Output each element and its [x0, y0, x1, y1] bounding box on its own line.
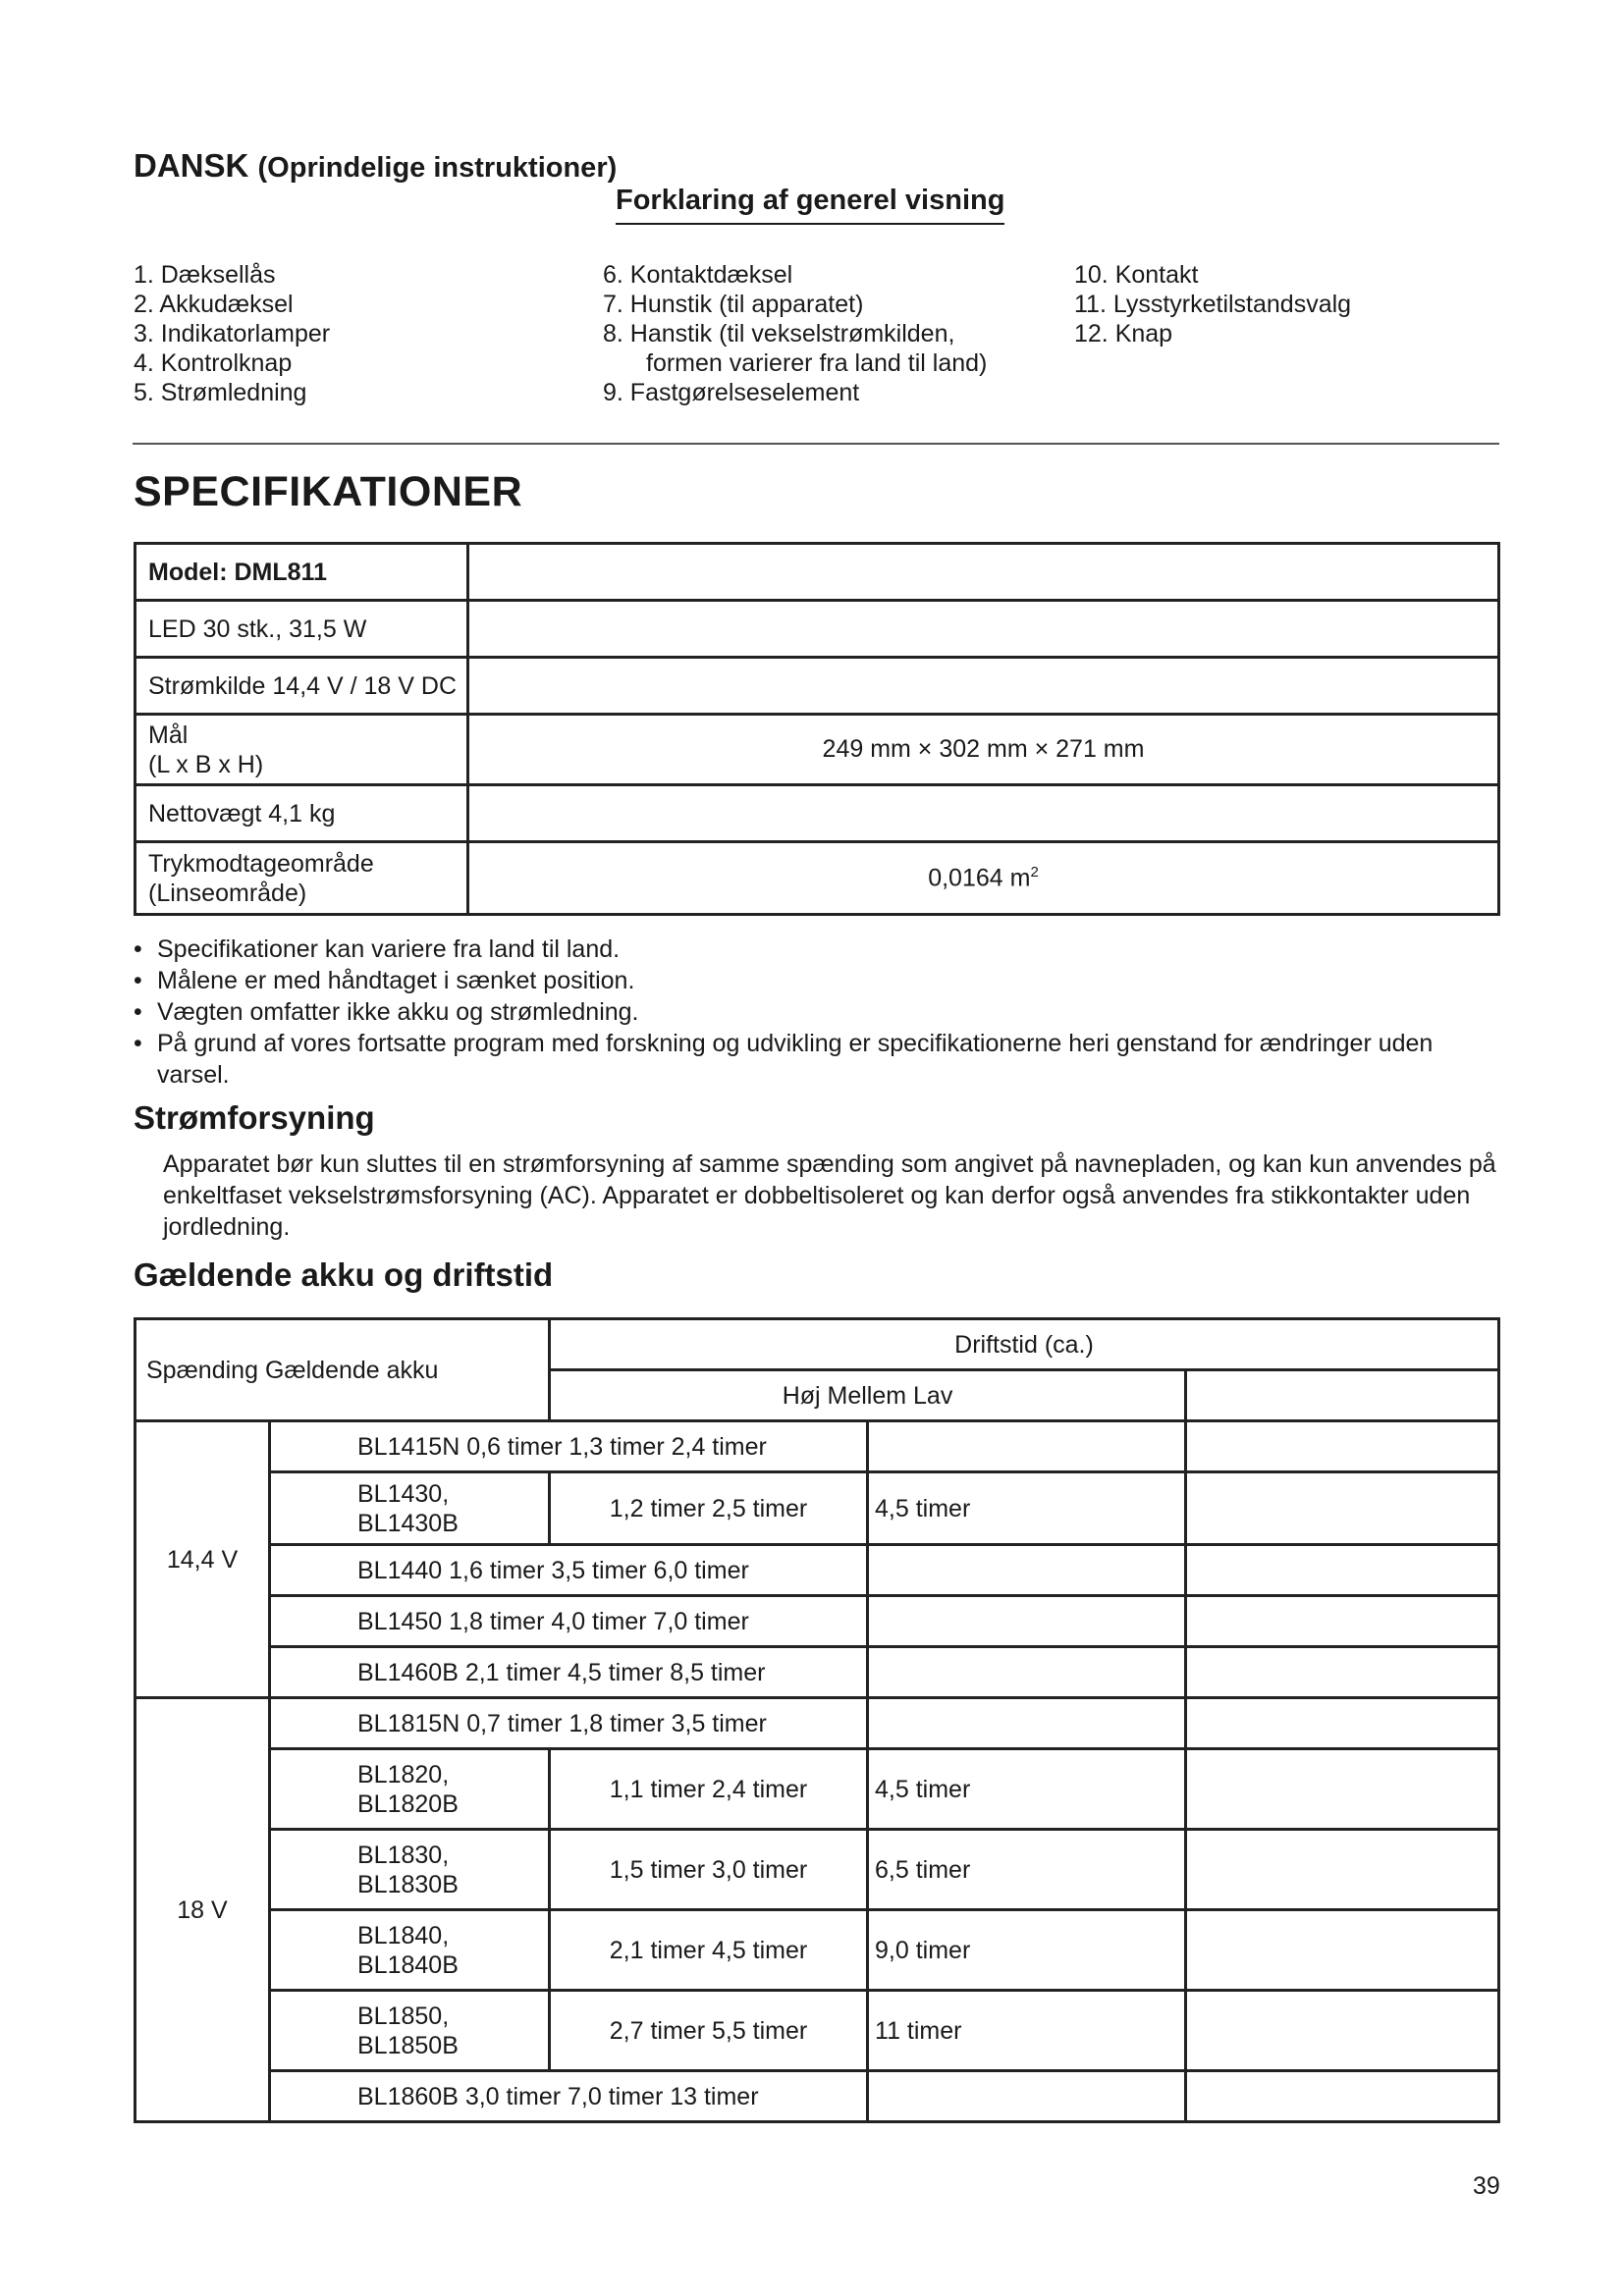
- runtime-cell: 2,7 timer 5,5 timer: [550, 1991, 868, 2071]
- note-item: • På grund af vores fortsatte program med forskning og udvikling er specifikationerne heri genstand for ændringer uden varsel.: [134, 1028, 1500, 1091]
- legend-item: 4. Kontrolknap: [134, 349, 293, 377]
- table-row: [135, 1698, 1499, 1749]
- spec-row: [135, 601, 1499, 658]
- spec-row: [135, 785, 1499, 842]
- legend-column-2: [603, 260, 987, 407]
- runtime-table: [134, 1317, 1500, 2123]
- battery-runtime-cell: BL1815N 0,7 timer 1,8 timer 3,5 timer: [270, 1698, 868, 1749]
- spec-label: Mål (L x B x H): [135, 715, 468, 785]
- runtime-cell: 9,0 timer: [868, 1910, 1186, 1991]
- language-heading: DANSK (Oprindelige instruktioner): [134, 147, 618, 184]
- spec-label: Strømkilde 14,4 V / 18 V DC: [135, 658, 468, 715]
- spec-value: 249 mm × 302 mm × 271 mm: [468, 715, 1499, 785]
- table-row: [135, 1545, 1499, 1596]
- legend-item: 10. Kontakt: [1074, 261, 1199, 289]
- battery-cell: BL1840, BL1840B: [270, 1910, 550, 1991]
- header-voltage: Spænding: [146, 1356, 258, 1384]
- table-row: [135, 1991, 1499, 2071]
- table-row: [135, 1421, 1499, 1472]
- spec-row: [135, 842, 1499, 915]
- specifications-table: [134, 542, 1500, 916]
- spec-value: [468, 785, 1499, 842]
- legend-title: Forklaring af generel visning: [616, 185, 1004, 225]
- note-item: • Specifikationer kan variere fra land til land.: [134, 934, 1500, 965]
- spec-label: Nettovægt 4,1 kg: [135, 785, 468, 842]
- battery-cell: BL1850, BL1850B: [270, 1991, 550, 2071]
- battery-cell: BL1430, BL1430B: [270, 1472, 550, 1545]
- legend-column-3: [1074, 260, 1351, 348]
- legend-item: 9. Fastgørelseselement: [603, 379, 860, 406]
- note-item: • Vægten omfatter ikke akku og strømledning.: [134, 996, 1500, 1028]
- runtime-cell: 11 timer: [868, 1991, 1186, 2071]
- header-runtime: Driftstid (ca.): [550, 1319, 1499, 1370]
- specification-notes: [134, 934, 1500, 1091]
- battery-runtime-cell: BL1460B 2,1 timer 4,5 timer 8,5 timer: [270, 1647, 868, 1698]
- legend-item: 6. Kontaktdæksel: [603, 261, 793, 289]
- runtime-cell: 1,5 timer 3,0 timer: [550, 1830, 868, 1910]
- runtime-cell: 1,2 timer 2,5 timer: [550, 1472, 868, 1545]
- spec-row: [135, 544, 1499, 601]
- legend-item: 3. Indikatorlamper: [134, 320, 331, 347]
- table-row: [135, 1472, 1499, 1545]
- spec-value: [468, 601, 1499, 658]
- spec-row: [135, 658, 1499, 715]
- spec-label: Model: DML811: [135, 544, 468, 601]
- legend-item: 8. Hanstik (til vekselstrømkilden,: [603, 320, 955, 347]
- runtime-cell: 1,1 timer 2,4 timer: [550, 1749, 868, 1830]
- spec-label: Trykmodtageområde (Linseområde): [135, 842, 468, 915]
- battery-runtime-cell: BL1440 1,6 timer 3,5 timer 6,0 timer: [270, 1545, 868, 1596]
- table-row: [135, 1749, 1499, 1830]
- voltage-cell: 18 V: [135, 1698, 270, 2122]
- battery-cell: BL1830, BL1830B: [270, 1830, 550, 1910]
- legend-item: 1. Dæksellås: [134, 261, 276, 289]
- table-row: [135, 1910, 1499, 1991]
- legend-item: 2. Akkudæksel: [134, 291, 294, 318]
- runtime-cell: 4,5 timer: [868, 1472, 1186, 1545]
- section-divider: [133, 443, 1499, 445]
- runtime-header-left: [135, 1319, 550, 1421]
- table-row: [135, 1596, 1499, 1647]
- note-item: • Målene er med håndtaget i sænket position.: [134, 965, 1500, 996]
- spec-value: 0,0164 $m^2$: [468, 842, 1499, 915]
- header-modes: Høj Mellem Lav: [550, 1370, 1186, 1421]
- runtime-cell: 6,5 timer: [868, 1830, 1186, 1910]
- power-supply-heading: Strømforsyning: [134, 1099, 375, 1136]
- specifications-title: SPECIFIKATIONER: [134, 468, 523, 515]
- runtime-heading: Gældende akku og driftstid: [134, 1256, 554, 1293]
- legend-item: formen varierer fra land til land): [646, 349, 988, 377]
- legend-item: 5. Strømledning: [134, 379, 307, 406]
- legend-column-1: [134, 260, 330, 407]
- runtime-cell: 4,5 timer: [868, 1749, 1186, 1830]
- battery-cell: BL1820, BL1820B: [270, 1749, 550, 1830]
- spec-value: [468, 544, 1499, 601]
- table-row: [135, 1647, 1499, 1698]
- legend-item: 12. Knap: [1074, 320, 1173, 347]
- legend-item: 7. Hunstik (til apparatet): [603, 291, 864, 318]
- voltage-cell: 14,4 V: [135, 1421, 270, 1698]
- page-number: 39: [1473, 2172, 1500, 2200]
- spec-row: [135, 715, 1499, 785]
- runtime-cell: 2,1 timer 4,5 timer: [550, 1910, 868, 1991]
- legend-item: 11. Lysstyrketilstandsvalg: [1074, 291, 1352, 318]
- power-supply-text: Apparatet bør kun sluttes til en strømforsyning af samme spænding som angivet på navnepladen, og kan kun anvendes på enkeltfaset vekselstrømsforsyning (AC). Apparatet er dobbeltisoleret og kan derfor også anvendes fra stikkontakter uden jordledning.: [163, 1150, 1496, 1241]
- battery-runtime-cell: BL1860B 3,0 timer 7,0 timer 13 timer: [270, 2071, 868, 2122]
- table-row: [135, 2071, 1499, 2122]
- battery-runtime-cell: BL1450 1,8 timer 4,0 timer 7,0 timer: [270, 1596, 868, 1647]
- spec-label: LED 30 stk., 31,5 W: [135, 601, 468, 658]
- header-battery: Gældende akku: [264, 1356, 439, 1384]
- spec-value: [468, 658, 1499, 715]
- battery-runtime-cell: BL1415N 0,6 timer 1,3 timer 2,4 timer: [270, 1421, 868, 1472]
- table-row: [135, 1830, 1499, 1910]
